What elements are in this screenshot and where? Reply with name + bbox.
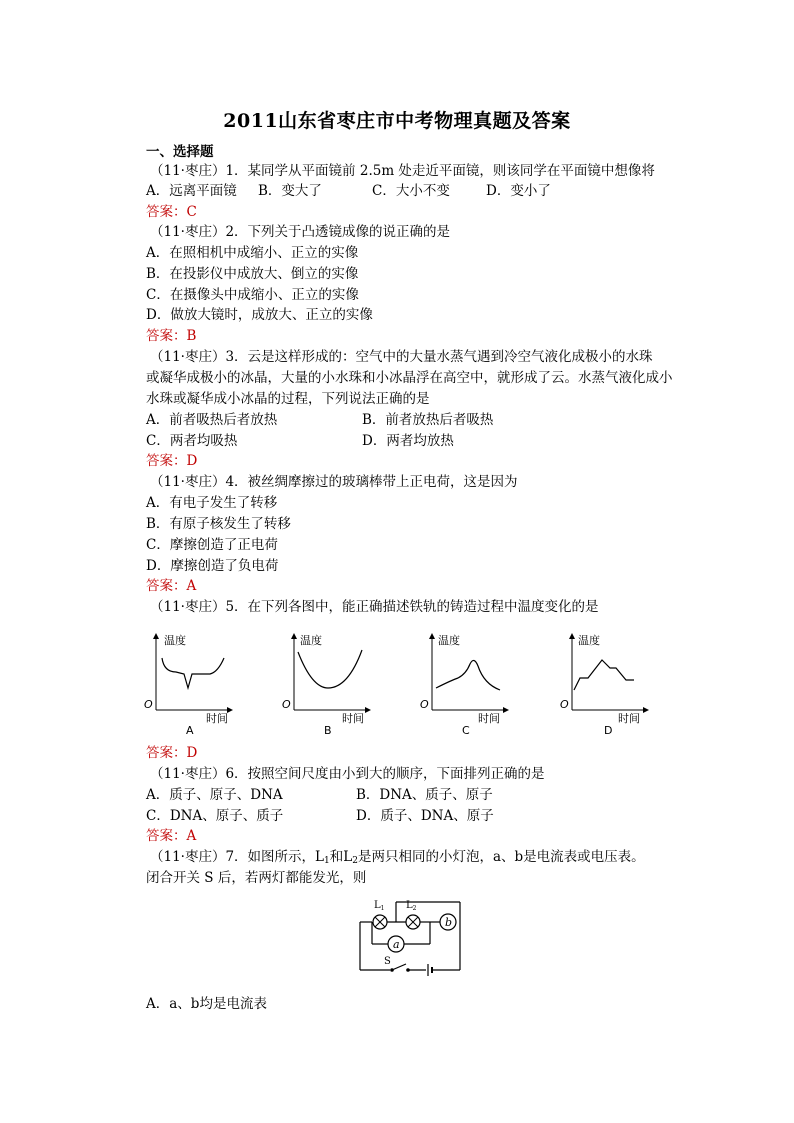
meter-b-label: b: [445, 916, 453, 929]
q3-stem-line2: 或凝华成极小的冰晶，大量的小水珠和小冰晶浮在高空中，就形成了云。水蒸气液化成小: [146, 370, 673, 386]
q2-option-c: C．在摄像头中成缩小、正立的实像: [146, 287, 359, 303]
q3-option-a: A．前者吸热后者放热: [146, 412, 278, 428]
q7-circuit-diagram: [350, 888, 470, 978]
graph-b-letter: B: [324, 724, 332, 736]
graph-b: [282, 633, 370, 736]
switch-label: S: [384, 956, 391, 967]
lamp-l1-label: $L_1$: [374, 900, 385, 912]
q3-stem-line1: （11·枣庄）3．云是这样形成的：空气中的大量水蒸气遇到冷空气液化成极小的水珠: [150, 349, 653, 365]
q4-answer: 答案：A: [146, 578, 197, 594]
graph-b-xlabel: 时间: [342, 712, 364, 725]
q5-stem: （11·枣庄）5．在下列各图中，能正确描述铁轨的铸造过程中温度变化的是: [150, 599, 599, 615]
q7-option-a: A．a、b均是电流表: [146, 996, 267, 1012]
graph-a-ylabel: 温度: [164, 634, 186, 647]
q1-answer: 答案：C: [146, 204, 197, 220]
q4-option-a: A．有电子发生了转移: [146, 495, 278, 511]
q7-stem-line2: 闭合开关 S 后，若两灯都能发光，则: [146, 870, 367, 886]
q1-stem: （11·枣庄）1．某同学从平面镜前 2.5m 处走近平面镜，则该同学在平面镜中想像将: [150, 163, 655, 179]
q5-answer: 答案：D: [146, 745, 198, 761]
q7-stem-pre: （11·枣庄）7．如图所示，L: [150, 849, 325, 865]
graph-d-xlabel: 时间: [618, 712, 640, 725]
q7-stem-mid: 和L: [329, 849, 353, 865]
q4-option-c: C．摩擦创造了正电荷: [146, 537, 278, 553]
q3-option-d: D．两者均放热: [362, 433, 454, 449]
q1-option-b: B．变大了: [258, 183, 322, 199]
q3-stem-line3: 水珠或凝华成小冰晶的过程，下列说法正确的是: [146, 391, 430, 407]
q7-stem-post: 是两只相同的小灯泡，a、b是电流表或电压表。: [357, 849, 645, 865]
document-title: 2011山东省枣庄市中考物理真题及答案: [223, 110, 571, 132]
graph-b-curve: [298, 650, 362, 688]
graph-c-curve: [436, 660, 500, 690]
q2-option-d: D．做放大镜时，成放大、正立的实像: [146, 307, 373, 323]
q3-option-b: B．前者放热后者吸热: [362, 412, 494, 428]
q4-stem: （11·枣庄）4．被丝绸摩擦过的玻璃棒带上正电荷，这是因为: [150, 474, 518, 490]
q1-option-d: D．变小了: [486, 183, 551, 199]
graph-a-letter: A: [186, 724, 194, 736]
graph-a-origin: O: [144, 698, 153, 711]
graph-c-origin: O: [420, 698, 429, 711]
q6-option-c: C．DNA、原子、质子: [146, 808, 284, 824]
graph-d-origin: O: [560, 698, 569, 711]
graph-d-letter: D: [604, 724, 613, 736]
q4-option-b: B．有原子核发生了转移: [146, 516, 291, 532]
q6-option-a: A．质子、原子、DNA: [146, 787, 283, 803]
q5-graphs: [140, 628, 660, 736]
graph-a-xlabel: 时间: [206, 712, 228, 725]
q6-answer: 答案：A: [146, 828, 197, 844]
q2-stem: （11·枣庄）2．下列关于凸透镜成像的说正确的是: [150, 224, 451, 240]
graph-c-ylabel: 温度: [438, 634, 460, 647]
q2-option-b: B．在投影仪中成放大、倒立的实像: [146, 266, 359, 282]
graph-c-letter: C: [462, 724, 470, 736]
q2-answer: 答案：B: [146, 328, 197, 344]
q6-stem: （11·枣庄）6．按照空间尺度由小到大的顺序，下面排列正确的是: [150, 766, 545, 782]
q6-option-d: D．质子、DNA、原子: [356, 808, 494, 824]
graph-d: [560, 633, 648, 736]
switch-icon: [392, 964, 406, 970]
q3-answer: 答案：D: [146, 453, 198, 469]
graph-d-ylabel: 温度: [578, 634, 600, 647]
lamp-l2-label: $L_2$: [406, 900, 417, 912]
q1-option-a: A．远离平面镜: [146, 183, 237, 199]
q7-stem-sub2: 2: [352, 856, 358, 866]
graph-b-ylabel: 温度: [300, 634, 322, 647]
graph-b-origin: O: [282, 698, 291, 711]
graph-a: [144, 633, 232, 736]
q3-option-c: C．两者均吸热: [146, 433, 238, 449]
q1-option-c: C．大小不变: [372, 183, 450, 199]
meter-a-label: a: [393, 938, 400, 951]
graph-c: [420, 633, 508, 736]
graph-a-curve: [162, 658, 224, 688]
graph-c-xlabel: 时间: [478, 712, 500, 725]
q7-stem-sub1: 1: [324, 856, 330, 866]
q4-option-d: D．摩擦创造了负电荷: [146, 558, 279, 574]
q2-option-a: A．在照相机中成缩小、正立的实像: [146, 245, 359, 261]
section-heading: 一、选择题: [146, 144, 214, 160]
graph-d-curve: [574, 660, 634, 690]
q6-option-b: B．DNA、质子、原子: [356, 787, 493, 803]
